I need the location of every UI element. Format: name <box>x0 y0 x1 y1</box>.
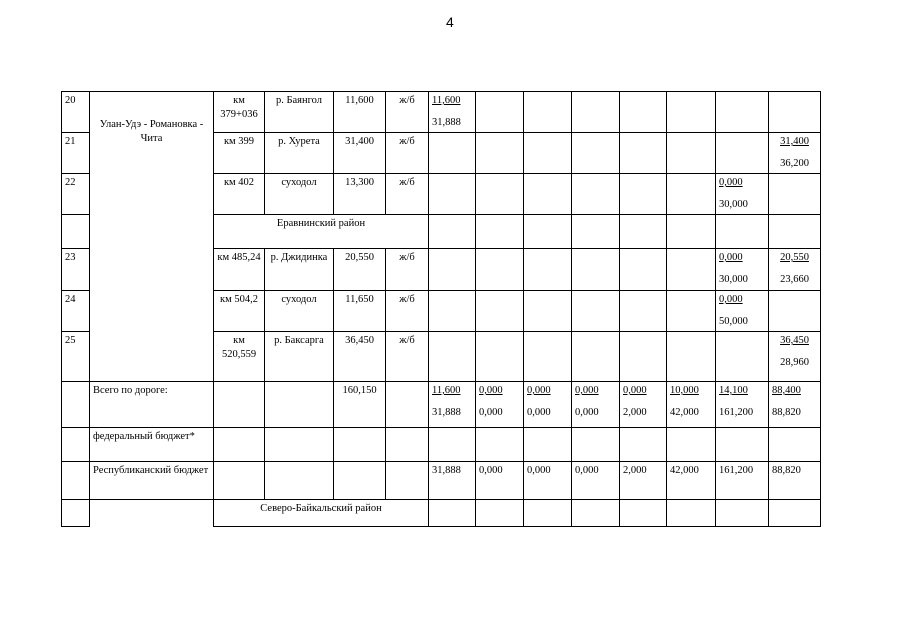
republic-value: 0,000 <box>572 462 620 500</box>
total-value: 0,000 0,000 <box>572 382 620 428</box>
length-cell: 36,450 <box>334 332 386 382</box>
object-cell: суходол <box>265 291 334 332</box>
total-value: 14,100 161,200 <box>716 382 769 428</box>
republic-row <box>62 462 821 500</box>
material-cell: ж/б <box>386 291 429 332</box>
republic-label: Республиканский бюджет <box>90 462 214 500</box>
row-number: 25 <box>62 332 90 382</box>
road-name: Улан-Удэ - Романовка - Чита <box>90 92 214 382</box>
republic-value: 0,000 <box>476 462 524 500</box>
page-number: 4 <box>446 14 454 30</box>
republic-value: 88,820 <box>769 462 821 500</box>
total-value: 11,600 31,888 <box>429 382 476 428</box>
region-name: Еравнинский район <box>214 215 429 249</box>
km-cell: км 504,2 <box>214 291 265 332</box>
bridges-table <box>61 91 821 527</box>
material-cell: ж/б <box>386 92 429 133</box>
federal-label: федеральный бюджет* <box>90 428 214 462</box>
km-cell: км 520,559 <box>214 332 265 382</box>
total-value: 0,000 2,000 <box>620 382 667 428</box>
km-cell: км 379+036 <box>214 92 265 133</box>
length-cell: 13,300 <box>334 174 386 215</box>
row-number: 23 <box>62 249 90 291</box>
value-cell: 0,000 30,000 <box>716 174 769 215</box>
total-value: 10,000 42,000 <box>667 382 716 428</box>
totals-label: Всего по дороге: <box>90 382 214 428</box>
table-row <box>62 92 821 133</box>
republic-value: 42,000 <box>667 462 716 500</box>
object-cell: суходол <box>265 174 334 215</box>
row-number: 21 <box>62 133 90 174</box>
length-cell: 20,550 <box>334 249 386 291</box>
km-cell: км 399 <box>214 133 265 174</box>
total-value: 88,400 88,820 <box>769 382 821 428</box>
totals-length: 160,150 <box>334 382 386 428</box>
row-number: 22 <box>62 174 90 215</box>
length-cell: 11,600 <box>334 92 386 133</box>
object-cell: р. Хурета <box>265 133 334 174</box>
total-value: 0,000 0,000 <box>524 382 572 428</box>
value-cell: 20,550 23,660 <box>769 249 821 291</box>
region-name: Северо-Байкальский район <box>214 500 429 527</box>
totals-row <box>62 382 821 428</box>
federal-row <box>62 428 821 462</box>
republic-value: 31,888 <box>429 462 476 500</box>
republic-value: 161,200 <box>716 462 769 500</box>
material-cell: ж/б <box>386 249 429 291</box>
value-cell: 0,000 50,000 <box>716 291 769 332</box>
material-cell: ж/б <box>386 332 429 382</box>
material-cell: ж/б <box>386 133 429 174</box>
total-value: 0,000 0,000 <box>476 382 524 428</box>
republic-value: 0,000 <box>524 462 572 500</box>
row-number: 20 <box>62 92 90 133</box>
object-cell: р. Джидинка <box>265 249 334 291</box>
republic-value: 2,000 <box>620 462 667 500</box>
object-cell: р. Баянгол <box>265 92 334 133</box>
object-cell: р. Баксарга <box>265 332 334 382</box>
value-cell: 31,400 36,200 <box>769 133 821 174</box>
region-row <box>62 500 821 527</box>
km-cell: км 402 <box>214 174 265 215</box>
material-cell: ж/б <box>386 174 429 215</box>
value-cell: 0,000 30,000 <box>716 249 769 291</box>
km-cell: км 485,24 <box>214 249 265 291</box>
value-cell: 11,600 31,888 <box>429 92 476 133</box>
length-cell: 11,650 <box>334 291 386 332</box>
value-cell: 36,450 28,960 <box>769 332 821 382</box>
length-cell: 31,400 <box>334 133 386 174</box>
row-number: 24 <box>62 291 90 332</box>
